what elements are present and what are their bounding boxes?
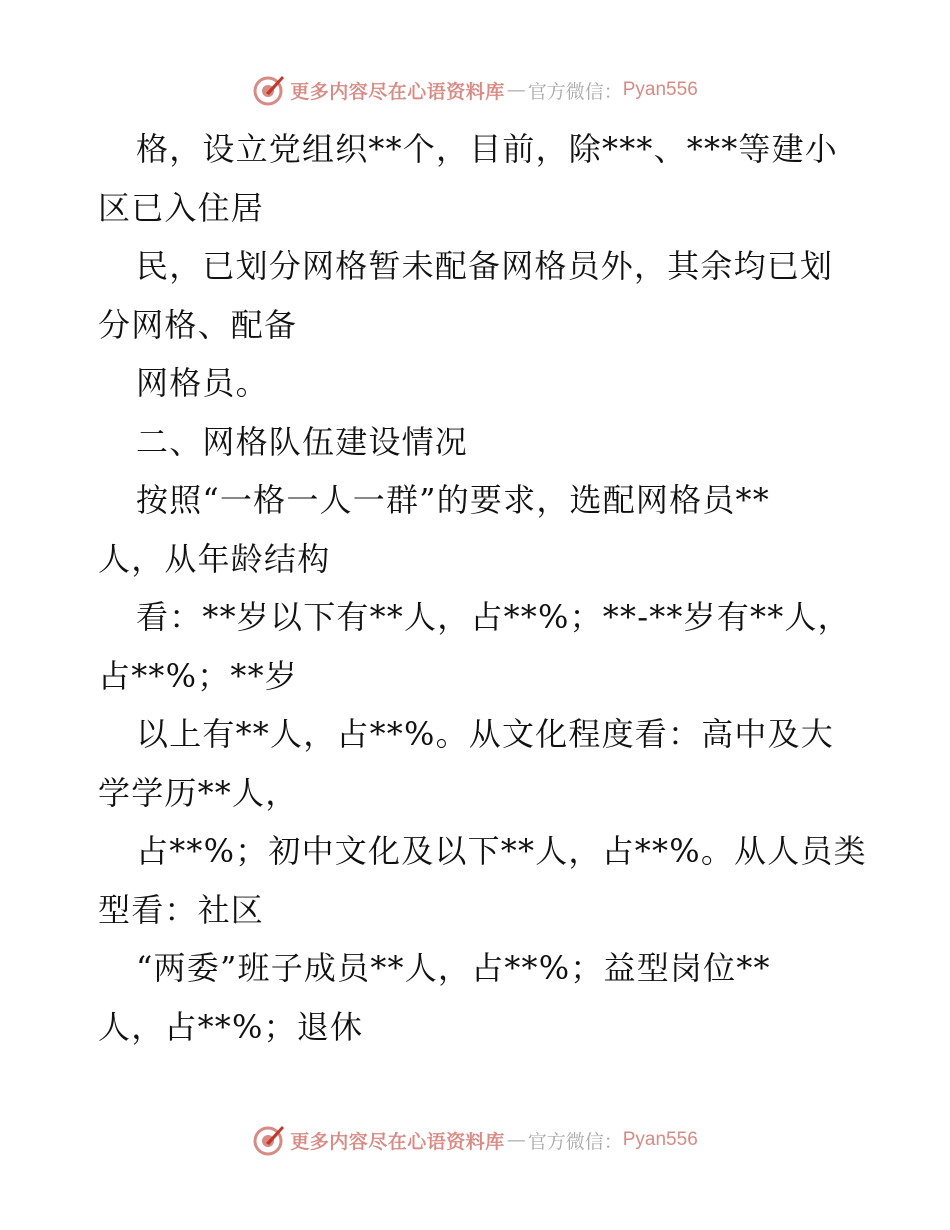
text-line: 占**%；初中文化及以下**人，占**%。从人员类 <box>136 832 867 870</box>
quill-logo-icon <box>252 73 286 107</box>
watermark-dash: — <box>506 79 526 101</box>
watermark-wechat-label: 官方微信： <box>527 1130 623 1153</box>
header-watermark <box>0 70 950 110</box>
text-line: 区已入住居 <box>98 188 265 227</box>
text-line: 人，占**%；退休 <box>98 1007 364 1046</box>
text-line: 以上有**人，占**%。从文化程度看：高中及大 <box>136 715 835 753</box>
text-line: 学学历**人， <box>98 773 299 812</box>
quill-logo-icon <box>252 1123 286 1157</box>
text-line: 型看：社区 <box>98 890 265 929</box>
watermark-dash: — <box>506 1129 526 1151</box>
text-line: “两委”班子成员**人，占**%；益型岗位** <box>136 949 771 987</box>
text-line: 占**%；**岁 <box>98 656 299 695</box>
watermark-brand-text: 更多内容尽在心语资料库 <box>290 1130 505 1153</box>
text-line: 按照“一格一人一群”的要求，选配网格员** <box>136 481 770 519</box>
text-line: 网格员。 <box>136 364 269 402</box>
watermark-brand-text: 更多内容尽在心语资料库 <box>290 80 505 103</box>
footer-watermark <box>0 1120 950 1160</box>
document-body <box>98 120 867 1056</box>
watermark-wechat-id: Pyan556 <box>622 79 698 100</box>
text-line: 分网格、配备 <box>98 305 298 344</box>
text-line: 人，从年龄结构 <box>98 539 331 578</box>
watermark-wechat-label: 官方微信： <box>527 80 623 103</box>
text-line: 格，设立党组织**个，目前，除***、***等建小 <box>136 130 839 168</box>
section-heading: 二、网格队伍建设情况 <box>136 422 469 461</box>
text-line: 看：**岁以下有**人，占**%；**-**岁有**人， <box>136 598 851 636</box>
text-line: 民，已划分网格暂未配备网格员外，其余均已划 <box>136 247 834 285</box>
watermark-wechat-id: Pyan556 <box>622 1129 698 1150</box>
